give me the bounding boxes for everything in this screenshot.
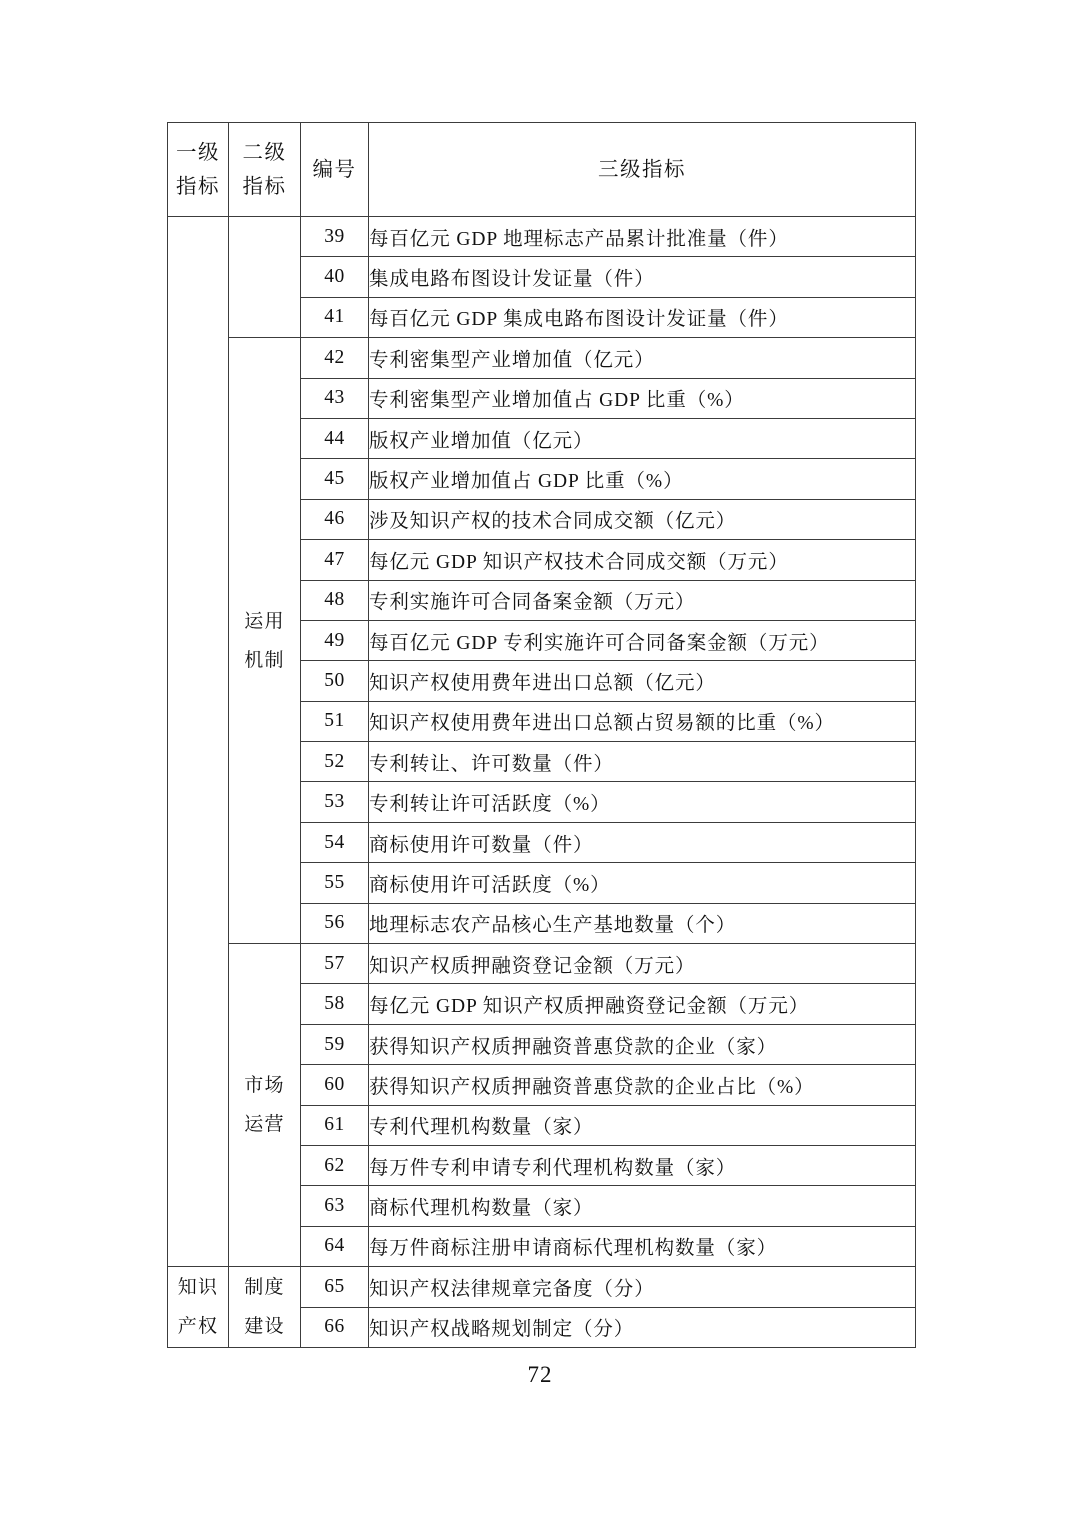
table-body [168,217,916,1348]
level3-indicator-cell: 专利实施许可合同备案金额（万元） [369,580,916,620]
level3-indicator-cell: 每万件商标注册申请商标代理机构数量（家） [369,1226,916,1266]
row-number-cell: 57 [301,944,369,984]
row-number-cell: 60 [301,1065,369,1105]
level3-indicator-cell: 商标使用许可活跃度（%） [369,863,916,903]
level3-indicator-cell: 知识产权使用费年进出口总额（亿元） [369,661,916,701]
level3-indicator-cell: 地理标志农产品核心生产基地数量（个） [369,903,916,943]
level1-indicator-cell [168,1267,229,1348]
level3-indicator-cell: 每百亿元 GDP 地理标志产品累计批准量（件） [369,217,916,257]
row-number-cell: 48 [301,580,369,620]
level2-indicator-line: 市场 [244,1075,285,1097]
header-level1-line2: 指标 [176,175,220,198]
header-level2-indicator [229,123,301,217]
indicator-table [167,122,916,1348]
row-number-cell: 49 [301,620,369,660]
row-number-cell: 41 [301,297,369,337]
row-number-cell: 39 [301,217,369,257]
row-number-cell: 55 [301,863,369,903]
page-number: 72 [527,1362,553,1387]
header-level1-indicator [168,123,229,217]
level3-indicator-cell: 获得知识产权质押融资普惠贷款的企业（家） [369,1024,916,1064]
level3-indicator-cell: 集成电路布图设计发证量（件） [369,257,916,297]
level3-indicator-cell: 每亿元 GDP 知识产权质押融资登记金额（万元） [369,984,916,1024]
row-number-cell: 51 [301,701,369,741]
table-row [168,1267,916,1307]
row-number-cell: 58 [301,984,369,1024]
row-number-cell: 45 [301,459,369,499]
level1-indicator-cell [168,217,229,1267]
row-number-cell: 66 [301,1307,369,1347]
header-level2-line1: 二级 [242,141,287,164]
table-row [168,944,916,984]
level3-indicator-cell: 涉及知识产权的技术合同成交额（亿元） [369,499,916,539]
level3-indicator-cell: 专利转让、许可数量（件） [369,742,916,782]
level3-indicator-cell: 版权产业增加值占 GDP 比重（%） [369,459,916,499]
row-number-cell: 43 [301,378,369,418]
level3-indicator-cell: 专利转让许可活跃度（%） [369,782,916,822]
level3-indicator-cell: 专利密集型产业增加值占 GDP 比重（%） [369,378,916,418]
header-number: 编号 [301,123,369,217]
table-header [168,123,916,217]
table-header-row [168,123,916,217]
row-number-cell: 52 [301,742,369,782]
row-number-cell: 63 [301,1186,369,1226]
row-number-cell: 44 [301,418,369,458]
level3-indicator-cell: 知识产权法律规章完备度（分） [369,1267,916,1307]
indicator-table-container [167,122,915,1348]
level3-indicator-cell: 商标代理机构数量（家） [369,1186,916,1226]
level3-indicator-cell: 每亿元 GDP 知识产权技术合同成交额（万元） [369,540,916,580]
row-number-cell: 40 [301,257,369,297]
row-number-cell: 56 [301,903,369,943]
row-number-cell: 42 [301,338,369,378]
table-row [168,217,916,257]
row-number-cell: 54 [301,822,369,862]
level3-indicator-cell: 专利密集型产业增加值（亿元） [369,338,916,378]
level2-indicator-line: 运用 [244,610,285,632]
row-number-cell: 64 [301,1226,369,1266]
level3-indicator-cell: 知识产权战略规划制定（分） [369,1307,916,1347]
level3-indicator-cell: 商标使用许可数量（件） [369,822,916,862]
level3-indicator-cell: 专利代理机构数量（家） [369,1105,916,1145]
table-row [168,338,916,378]
row-number-cell: 53 [301,782,369,822]
level2-indicator-line: 建设 [244,1316,285,1338]
row-number-cell: 59 [301,1024,369,1064]
level3-indicator-cell: 每百亿元 GDP 集成电路布图设计发证量（件） [369,297,916,337]
header-level1-line1: 一级 [176,141,220,164]
level3-indicator-cell: 每百亿元 GDP 专利实施许可合同备案金额（万元） [369,620,916,660]
row-number-cell: 61 [301,1105,369,1145]
row-number-cell: 46 [301,499,369,539]
header-level2-line2: 指标 [242,175,287,198]
level3-indicator-cell: 获得知识产权质押融资普惠贷款的企业占比（%） [369,1065,916,1105]
level2-indicator-cell [229,1267,301,1348]
row-number-cell: 47 [301,540,369,580]
header-level3-indicator: 三级指标 [369,123,916,217]
level2-indicator-line: 机制 [244,649,285,671]
level2-indicator-cell [229,944,301,1267]
level3-indicator-cell: 知识产权质押融资登记金额（万元） [369,944,916,984]
level3-indicator-cell: 知识产权使用费年进出口总额占贸易额的比重（%） [369,701,916,741]
row-number-cell: 65 [301,1267,369,1307]
level2-indicator-cell [229,338,301,944]
level2-indicator-line: 运营 [244,1114,285,1136]
row-number-cell: 62 [301,1145,369,1185]
level1-indicator-line: 知识 [177,1277,219,1299]
level2-indicator-cell [229,217,301,338]
level1-indicator-line: 产权 [177,1316,219,1338]
row-number-cell: 50 [301,661,369,701]
level3-indicator-cell: 版权产业增加值（亿元） [369,418,916,458]
level2-indicator-line: 制度 [244,1277,285,1299]
level3-indicator-cell: 每万件专利申请专利代理机构数量（家） [369,1145,916,1185]
